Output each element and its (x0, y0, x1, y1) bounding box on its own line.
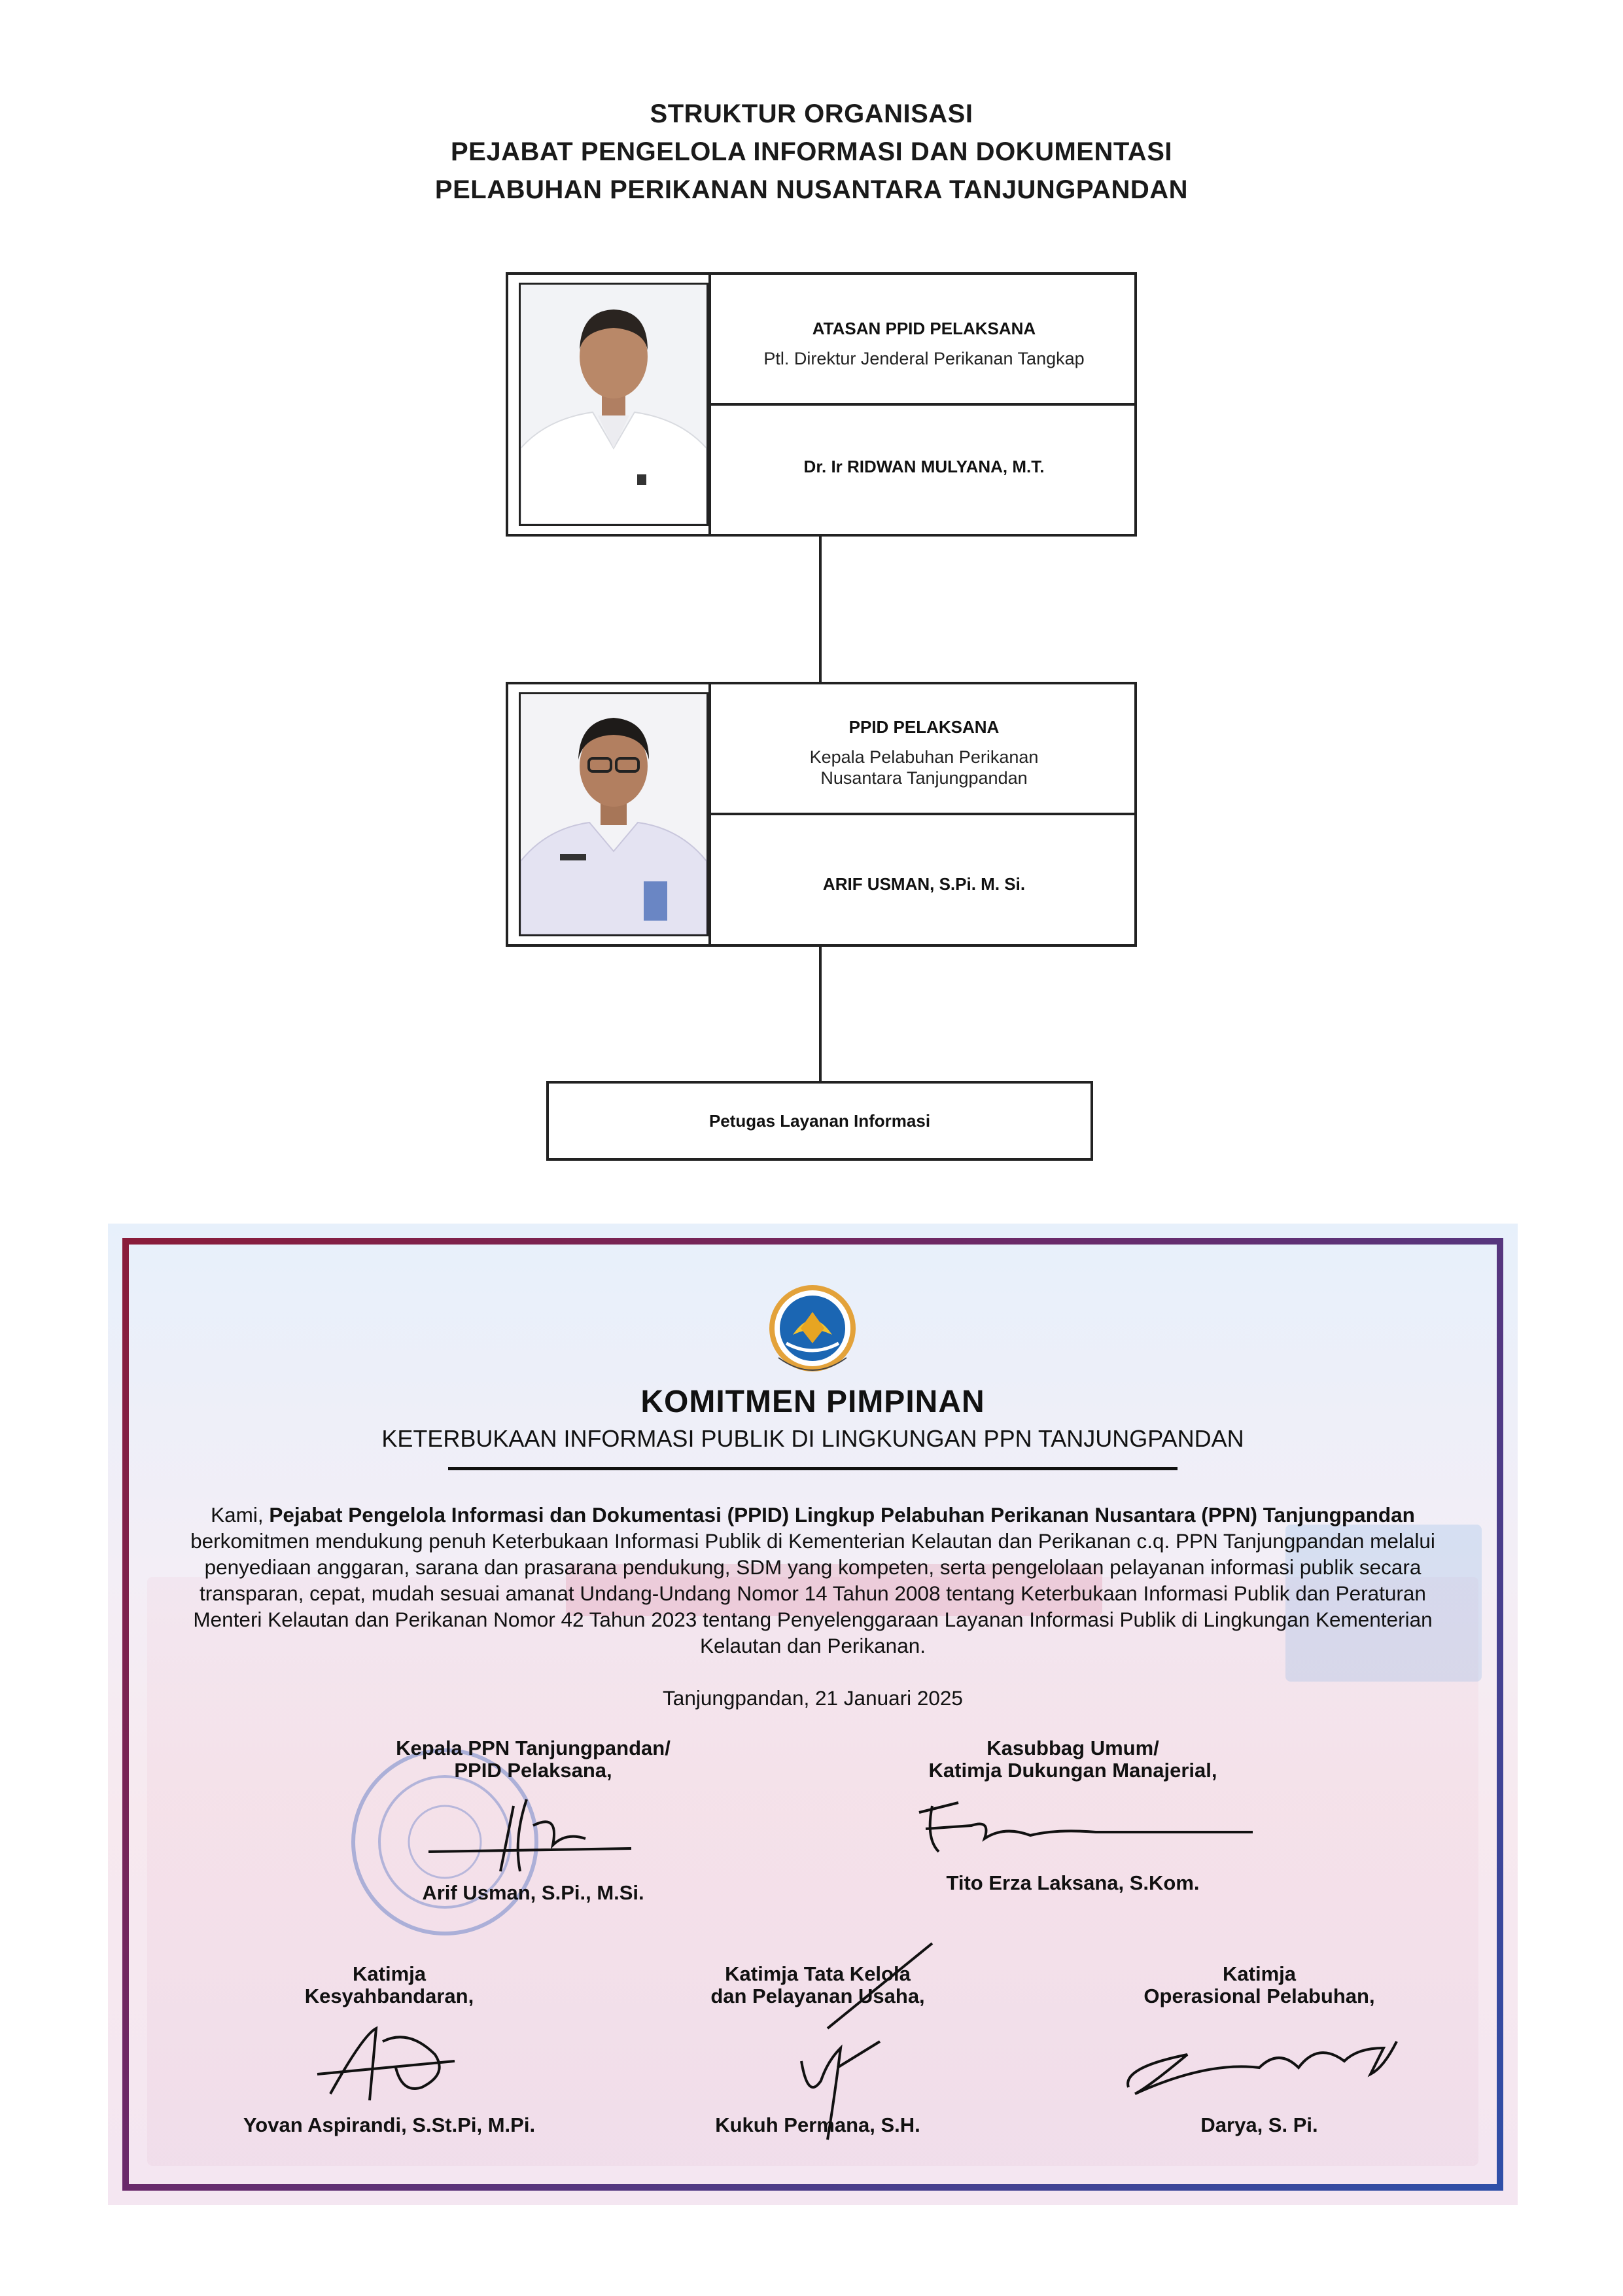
box1-name: Dr. Ir RIDWAN MULYANA, M.T. (803, 457, 1045, 476)
connector-2 (819, 947, 822, 1081)
kkp-logo-icon (747, 1266, 878, 1397)
paragraph-lead: Kami, (211, 1503, 270, 1527)
document-title (0, 95, 1623, 209)
title-line-3: PELABUHAN PERIKANAN NUSANTARA TANJUNGPANDAN (434, 175, 1189, 204)
signature-2-icon (899, 1793, 1266, 1865)
box2-role-cell (711, 684, 1137, 813)
signatory-3-name: Yovan Aspirandi, S.St.Pi, M.Pi. (243, 2113, 536, 2136)
signatory-4-title-2: dan Pelayanan Usaha, (710, 1985, 925, 2007)
certificate-rule (448, 1467, 1178, 1470)
paragraph-body: berkomitmen mendukung penuh Keterbukaan Informasi Publik di Kementerian Kelautan dan Perikanan c.q. PPN Tanjungpandan melalui penyediaan anggaran, sarana dan prasarana pendukung, SDM yang kompeten, serta pengelolaan pelayanan informasi publik secara transparan, cepat, mudah sesuai amanat Undang-Undang Nomor 14 Tahun 2008 tentang Keterbukaan Informasi Publik dan Peraturan Menteri Kelautan dan Perikanan Nomor 42 Tahun 2023 tentang Penyelenggaraan Layanan Informasi Publik di Lingkungan Kementerian Kelautan dan Perikanan. (190, 1529, 1435, 1657)
box2-name: ARIF USMAN, S.Pi. M. Si. (822, 874, 1026, 894)
signatory-2 (860, 1737, 1285, 1782)
box2-desc-line-1: Kepala Pelabuhan Perikanan (809, 747, 1039, 767)
person-photo-icon (521, 694, 707, 934)
signatory-2-name: Tito Erza Laksana, S.Kom. (946, 1871, 1200, 1894)
box2-name-cell (711, 813, 1137, 947)
person-photo-icon (521, 285, 707, 524)
photo-arif (519, 692, 708, 936)
connector-1 (819, 537, 822, 682)
signatory-5-name: Darya, S. Pi. (1200, 2113, 1318, 2136)
signatory-3 (226, 1963, 553, 2007)
box2-right-column (708, 684, 1137, 944)
box1-role-cell (711, 275, 1137, 403)
commitment-certificate (108, 1224, 1518, 2205)
signature-1-icon (415, 1786, 651, 1884)
title-line-2: PEJABAT PENGELOLA INFORMASI DAN DOKUMENTASI (450, 137, 1172, 166)
title-line-1: STRUKTUR ORGANISASI (650, 99, 973, 128)
box1-right-column (708, 275, 1137, 534)
box1-desc: Ptl. Direktur Jenderal Perikanan Tangkap (763, 349, 1085, 368)
signatory-3-title-1: Katimja (353, 1962, 426, 1985)
signatory-1-title-2: PPID Pelaksana, (454, 1759, 612, 1782)
signatory-4-title-1: Katimja Tata Kelola (725, 1962, 911, 1985)
signatory-4-name: Kukuh Permana, S.H. (715, 2113, 920, 2136)
certificate-subtitle: KETERBUKAAN INFORMASI PUBLIK DI LINGKUNGAN PPN TANJUNGPANDAN (381, 1425, 1244, 1452)
signatory-3-title-2: Kesyahbandaran, (304, 1985, 474, 2007)
signature-3-icon (304, 2015, 474, 2113)
signatory-5-title-1: Katimja (1223, 1962, 1296, 1985)
box3-label: Petugas Layanan Informasi (708, 1111, 931, 1131)
signatory-5 (1076, 1963, 1442, 2007)
signatory-2-title-1: Kasubbag Umum/ (986, 1737, 1159, 1759)
signatory-1-title-1: Kepala PPN Tanjungpandan/ (396, 1737, 671, 1759)
org-box-atasan (506, 272, 1137, 537)
box1-role: ATASAN PPID PELAKSANA (812, 319, 1036, 338)
place-date: Tanjungpandan, 21 Januari 2025 (663, 1686, 963, 1710)
org-box-ppid (506, 682, 1137, 947)
box2-desc-line-2: Nusantara Tanjungpandan (820, 768, 1028, 788)
commitment-paragraph (177, 1502, 1449, 1659)
paragraph-bold: Pejabat Pengelola Informasi dan Dokumentasi (PPID) Lingkup Pelabuhan Perikanan Nusantara (PPN) Tanjungpandan (269, 1503, 1415, 1527)
signatory-5-title-2: Operasional Pelabuhan, (1143, 1985, 1375, 2007)
box2-role: PPID PELAKSANA (848, 717, 1000, 737)
signature-5-icon (1109, 2022, 1410, 2107)
signatory-1 (363, 1737, 703, 1782)
photo-ridwan (519, 283, 708, 526)
org-box-petugas (546, 1081, 1093, 1161)
signatory-2-title-2: Katimja Dukungan Manajerial, (928, 1759, 1217, 1782)
certificate-title: KOMITMEN PIMPINAN (640, 1385, 985, 1419)
signatory-1-name: Arif Usman, S.Pi., M.Si. (422, 1881, 644, 1904)
box1-name-cell (711, 403, 1137, 537)
